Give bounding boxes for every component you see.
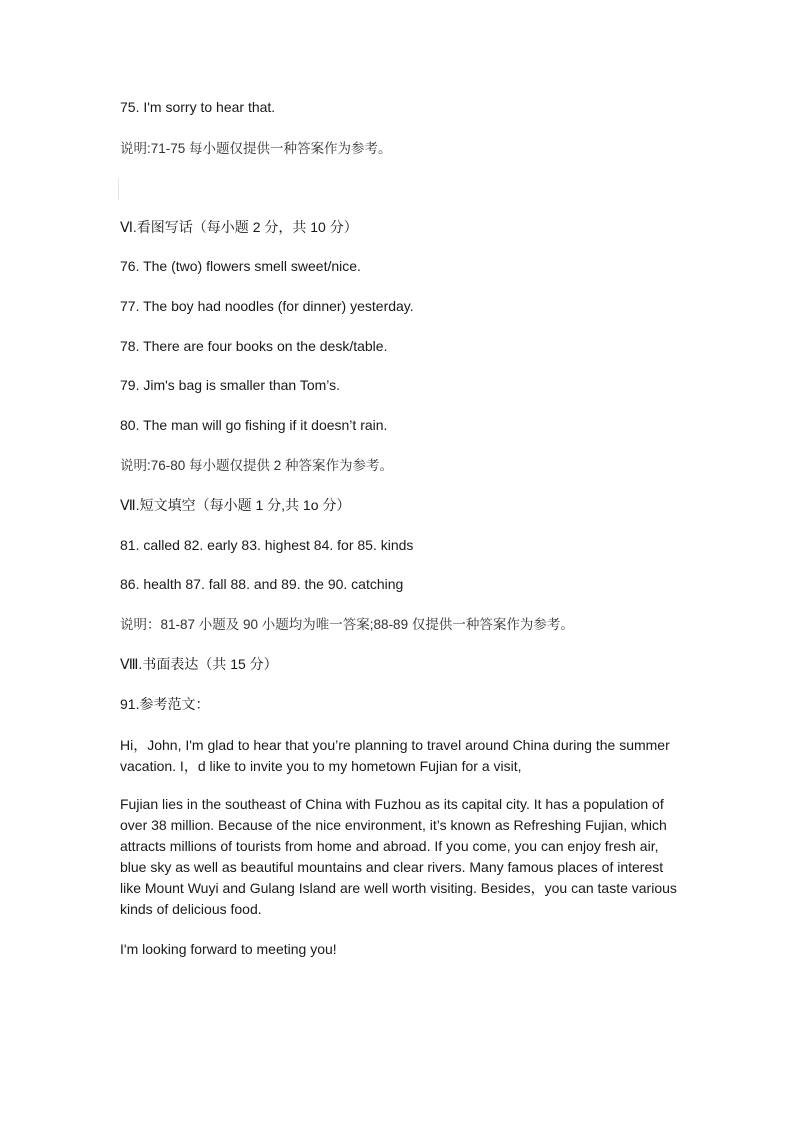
essay-line: Hi，John, I'm glad to hear that you’re planning to travel around China during the summer — [120, 737, 670, 753]
answer-76: 76. The (two) flowers smell sweet/nice. — [120, 258, 361, 274]
essay-line: vacation. I，d like to invite you to my hometown Fujian for a visit, — [120, 758, 522, 774]
essay-closing: I'm looking forward to meeting you! — [120, 941, 337, 957]
faint-divider — [118, 178, 119, 200]
section-7-heading: Ⅶ.短文填空（每小题 1 分,共 1o 分） — [120, 497, 351, 513]
section-8-heading: Ⅷ.书面表达（共 15 分） — [120, 656, 278, 672]
essay-line: blue sky as well as beautiful mountains and clear rivers. Many famous places of interest — [120, 859, 664, 875]
answer-75: 75. I'm sorry to hear that. — [120, 99, 276, 115]
essay-line: Fujian lies in the southeast of China with Fuzhou as its capital city. It has a population of — [120, 796, 664, 812]
answer-91-label: 91.参考范文： — [120, 696, 210, 712]
answer-80: 80. The man will go fishing if it doesn’t rain. — [120, 417, 388, 433]
answer-79: 79. Jim's bag is smaller than Tom’s. — [120, 377, 341, 393]
essay-paragraph-2 — [120, 794, 680, 920]
essay-line: like Mount Wuyi and Gulang Island are well worth visiting. Besides，you can taste various — [120, 880, 677, 896]
answers-86-90: 86. health 87. fall 88. and 89. the 90. catching — [120, 576, 404, 592]
note-71-75: 说明:71-75 每小题仅提供一种答案作为参考。 — [120, 141, 392, 156]
essay-line: kinds of delicious food. — [120, 901, 262, 917]
essay-line: over 38 million. Because of the nice environment, it’s known as Refreshing Fujian, which — [120, 817, 667, 833]
answer-77: 77. The boy had noodles (for dinner) yesterday. — [120, 298, 414, 314]
section-6-heading: Ⅵ.看图写话（每小题 2 分，共 10 分） — [120, 219, 358, 235]
answers-81-85: 81. called 82. early 83. highest 84. for 85. kinds — [120, 537, 414, 553]
essay-paragraph-1 — [120, 735, 680, 777]
note-76-80: 说明:76-80 每小题仅提供 2 种答案作为参考。 — [120, 458, 394, 473]
note-81-90: 说明：81-87 小题及 90 小题均为唯一答案;88-89 仅提供一种答案作为参考。 — [120, 617, 574, 632]
answer-78: 78. There are four books on the desk/table. — [120, 338, 388, 354]
essay-line: attracts millions of tourists from home and abroad. If you come, you can enjoy fresh air, — [120, 838, 659, 854]
